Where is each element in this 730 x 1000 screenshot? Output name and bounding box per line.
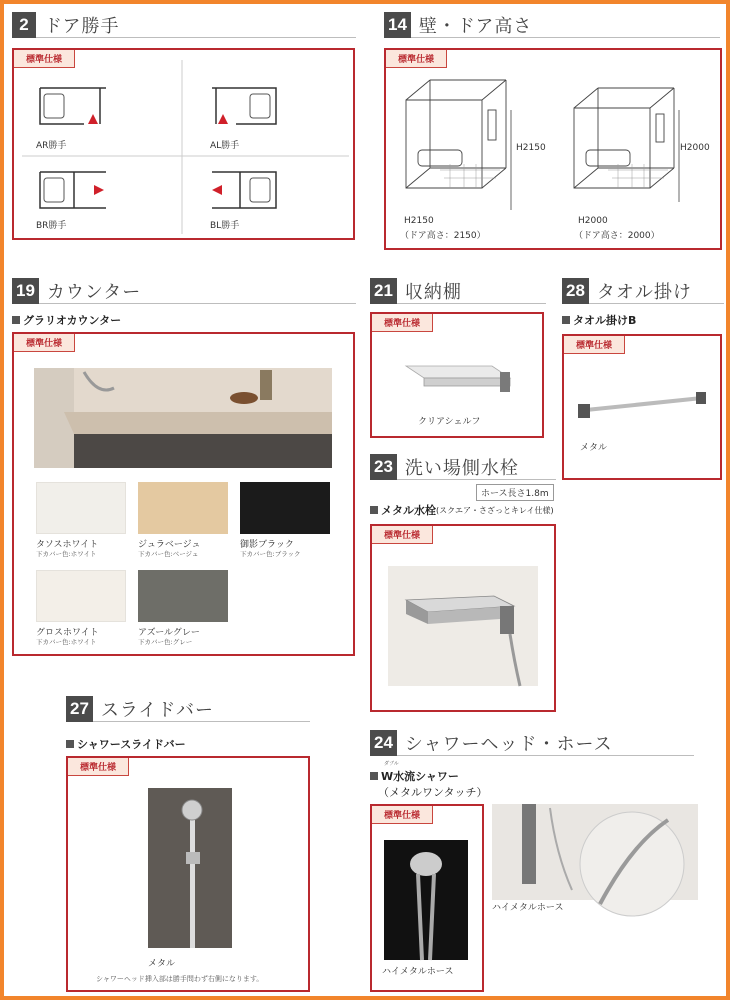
swatch-azure-gray bbox=[138, 570, 228, 622]
wall-height-tag-short: H2000 bbox=[680, 143, 710, 153]
section-door-header bbox=[12, 12, 356, 38]
shower-label: ハイメタルホース bbox=[382, 967, 454, 977]
swatch-note: 下カバー色:グレー bbox=[138, 638, 193, 646]
towel-label: メタル bbox=[580, 443, 608, 453]
swatch-tasos-white bbox=[36, 482, 126, 534]
shower-subtitle-text: W水流シャワー bbox=[381, 770, 459, 783]
hose-label: ハイメタルホース bbox=[492, 903, 564, 913]
bullet-square bbox=[370, 772, 378, 780]
faucet-subtitle bbox=[370, 502, 554, 518]
standard-tag: 標準仕様 bbox=[564, 336, 625, 354]
swatch-mikage-black bbox=[240, 482, 330, 534]
wall-door-height-short: （ドア高さ：2000） bbox=[574, 231, 660, 241]
section-number: 24 bbox=[370, 730, 397, 756]
shelf-label: クリアシェルフ bbox=[418, 417, 481, 427]
counter-box bbox=[12, 332, 355, 656]
counter-subtitle-text: グラリオカウンター bbox=[23, 314, 122, 327]
slide-subtitle bbox=[66, 736, 186, 752]
faucet-box bbox=[370, 524, 556, 712]
towel-subtitle bbox=[562, 312, 636, 328]
standard-tag: 標準仕様 bbox=[68, 758, 129, 776]
swatch-jura-beige bbox=[138, 482, 228, 534]
hose-photo bbox=[492, 804, 698, 900]
section-title: カウンター bbox=[46, 281, 142, 303]
hose-length-badge: ホース長さ1.8m bbox=[476, 484, 554, 501]
bathroom-tall-diagram bbox=[400, 78, 510, 208]
door-bl-diagram bbox=[210, 170, 280, 210]
slide-box bbox=[66, 756, 310, 992]
section-number: 2 bbox=[12, 12, 36, 38]
shower-subtitle bbox=[370, 768, 459, 784]
standard-tag: 標準仕様 bbox=[14, 334, 75, 352]
bathroom-short-diagram bbox=[568, 86, 678, 216]
section-title: タオル掛け bbox=[596, 281, 692, 303]
section-title: シャワーヘッド・ホース bbox=[404, 733, 613, 755]
section-number: 28 bbox=[562, 278, 589, 304]
door-label-ar: AR勝手 bbox=[36, 141, 67, 151]
faucet-subtitle-note: (スクエア・さざっとキレイ仕様) bbox=[436, 505, 554, 515]
bullet-square bbox=[562, 316, 570, 324]
section-number: 21 bbox=[370, 278, 397, 304]
section-counter-header bbox=[12, 278, 356, 304]
section-number: 23 bbox=[370, 454, 397, 480]
swatch-name: タソスホワイト bbox=[36, 540, 99, 550]
section-faucet-header bbox=[370, 454, 556, 480]
swatch-name: グロスホワイト bbox=[36, 628, 99, 638]
door-box bbox=[12, 48, 355, 240]
section-title: ドア勝手 bbox=[44, 15, 120, 37]
clear-shelf-image bbox=[396, 358, 516, 398]
bullet-square bbox=[370, 506, 378, 514]
slide-label: メタル bbox=[148, 959, 176, 969]
door-br-diagram bbox=[36, 170, 106, 210]
wall-box bbox=[384, 48, 722, 250]
section-wall-header bbox=[384, 12, 720, 38]
towel-box bbox=[562, 334, 722, 480]
section-number: 27 bbox=[66, 696, 93, 722]
section-title: 壁・ドア高さ bbox=[418, 15, 533, 37]
standard-tag: 標準仕様 bbox=[14, 50, 75, 68]
door-al-diagram bbox=[210, 86, 280, 126]
swatch-note: 下カバー色:ブラック bbox=[240, 550, 301, 558]
swatch-name: アズールグレー bbox=[138, 628, 200, 638]
door-label-al: AL勝手 bbox=[210, 141, 240, 151]
shower-head-photo bbox=[384, 840, 468, 960]
bullet-square bbox=[12, 316, 20, 324]
standard-tag: 標準仕様 bbox=[372, 314, 433, 332]
standard-tag: 標準仕様 bbox=[372, 806, 433, 824]
swatch-note: 下カバー色:ホワイト bbox=[36, 638, 97, 646]
section-towel-header bbox=[562, 278, 724, 304]
faucet-subtitle-text: メタル水栓 bbox=[381, 504, 436, 517]
faucet-photo bbox=[388, 566, 538, 686]
slide-bar-photo bbox=[148, 788, 232, 948]
slide-subtitle-text: シャワースライドバー bbox=[77, 738, 186, 751]
section-number: 19 bbox=[12, 278, 39, 304]
door-label-br: BR勝手 bbox=[36, 221, 67, 231]
shower-box bbox=[370, 804, 484, 992]
section-number: 14 bbox=[384, 12, 411, 38]
bullet-square bbox=[66, 740, 74, 748]
wall-door-height-tall: （ドア高さ：2150） bbox=[400, 231, 486, 241]
slide-note: シャワーヘッド挿入部は勝手問わず右側になります。 bbox=[96, 975, 264, 983]
section-title: 洗い場側水栓 bbox=[404, 457, 519, 479]
towel-bar-image bbox=[574, 386, 714, 426]
wall-name-short: H2000 bbox=[578, 216, 608, 226]
shower-ruby: ダブル bbox=[384, 761, 399, 767]
shelf-box bbox=[370, 312, 544, 438]
swatch-gloss-white bbox=[36, 570, 126, 622]
towel-subtitle-text: タオル掛けB bbox=[573, 314, 637, 327]
door-label-bl: BL勝手 bbox=[210, 221, 240, 231]
section-title: 収納棚 bbox=[404, 281, 462, 303]
swatch-name: ジュラベージュ bbox=[138, 540, 201, 550]
shower-subtitle-2: （メタルワンタッチ） bbox=[378, 786, 488, 799]
standard-tag: 標準仕様 bbox=[372, 526, 433, 544]
door-ar-diagram bbox=[36, 86, 106, 126]
swatch-note: 下カバー色:ベージュ bbox=[138, 550, 199, 558]
swatch-name: 御影ブラック bbox=[240, 540, 294, 550]
height-line-tall bbox=[508, 110, 514, 210]
wall-name-tall: H2150 bbox=[404, 216, 434, 226]
height-line-short bbox=[676, 110, 682, 202]
section-title: スライドバー bbox=[100, 699, 215, 721]
swatch-note: 下カバー色:ホワイト bbox=[36, 550, 97, 558]
section-shelf-header bbox=[370, 278, 546, 304]
wall-height-tag-tall: H2150 bbox=[516, 143, 546, 153]
section-shower-header bbox=[370, 730, 694, 756]
standard-tag: 標準仕様 bbox=[386, 50, 447, 68]
counter-photo bbox=[34, 368, 332, 468]
counter-subtitle bbox=[12, 312, 121, 328]
section-slide-header bbox=[66, 696, 310, 722]
